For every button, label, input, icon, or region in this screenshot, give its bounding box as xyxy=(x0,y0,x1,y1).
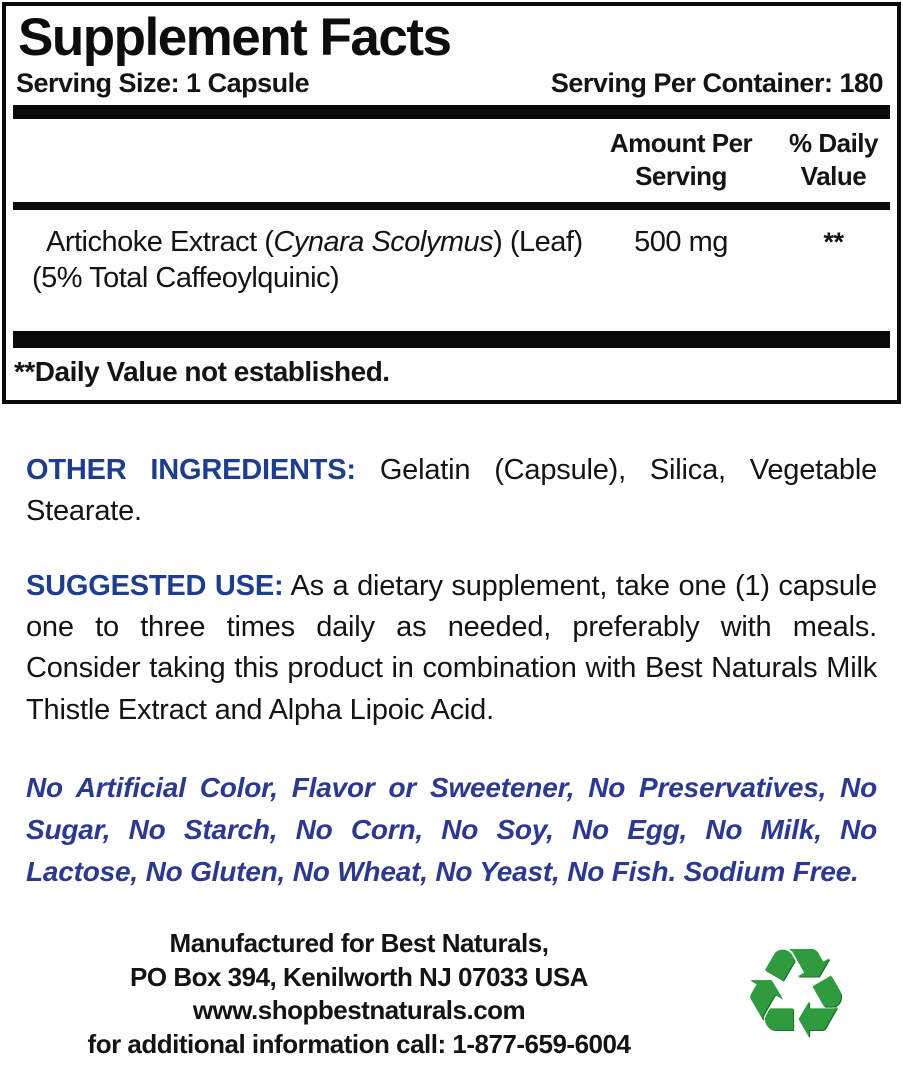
suggested-use-text: As a dietary supplement, take one (1) capsule one to three times daily as needed, preferably with meals. Consider taking this product in combination with Best Naturals Milk Thistle Extract and Alpha Lipoic Acid. xyxy=(26,570,877,726)
other-ingredients-label: OTHER INGREDIENTS: xyxy=(26,453,356,486)
divider-medium xyxy=(13,202,890,210)
ingredient-daily-value: ** xyxy=(823,227,844,258)
amount-per-serving-header: Amount Per Serving xyxy=(609,127,753,192)
ingredient-name-line1: Artichoke Extract (Cynara Scolymus) (Leaf) xyxy=(46,226,583,259)
other-ingredients-text: Gelatin (Capsule), Silica, Vegetable Stearate. xyxy=(26,453,878,527)
suggested-use-paragraph xyxy=(26,566,877,731)
table-row xyxy=(6,210,897,331)
ingredient-latin-name: Cynara Scolymus xyxy=(273,226,494,259)
servings-per-container: Serving Per Container: 180 xyxy=(550,67,883,98)
daily-value-footnote: **Daily Value not established. xyxy=(14,355,390,387)
phone-line: for additional information call: 1-877-659-6004 xyxy=(87,1029,631,1060)
ingredient-name-cell xyxy=(6,224,586,297)
supplement-facts-panel xyxy=(2,2,901,404)
manufacturer-footer xyxy=(0,921,903,1067)
no-additives-claims: No Artificial Color, Flavor or Sweetener, No Preservatives, No Sugar, No Starch, No Corn, No Soy, No Egg, No Milk, No Lactose, No Gluten, No Wheat, No Yeast, No Fish. Sodium Free. xyxy=(26,771,877,887)
column-header-row xyxy=(6,119,897,203)
ingredient-name-line2: (5% Total Caffeoylquinic) xyxy=(32,262,340,295)
serving-row xyxy=(6,66,897,105)
other-ingredients-paragraph xyxy=(26,450,877,532)
panel-title: Supplement Facts xyxy=(18,8,451,67)
suggested-use-label: SUGGESTED USE: xyxy=(26,570,284,603)
recycle-icon-container xyxy=(688,921,903,1067)
manufacturer-line: Manufactured for Best Naturals, xyxy=(169,927,549,958)
recycle-icon: ♻ xyxy=(739,921,852,1067)
serving-size: Serving Size: 1 Capsule xyxy=(16,67,310,98)
address-line: PO Box 394, Kenilworth NJ 07033 USA xyxy=(130,961,588,992)
website-line: www.shopbestnaturals.com xyxy=(192,995,526,1026)
divider-thick-top xyxy=(13,105,890,119)
divider-thick-bottom xyxy=(13,331,890,348)
daily-value-header: % Daily Value xyxy=(789,127,878,192)
ingredient-amount: 500 mg xyxy=(634,226,728,259)
manufacturer-info xyxy=(0,927,688,1062)
